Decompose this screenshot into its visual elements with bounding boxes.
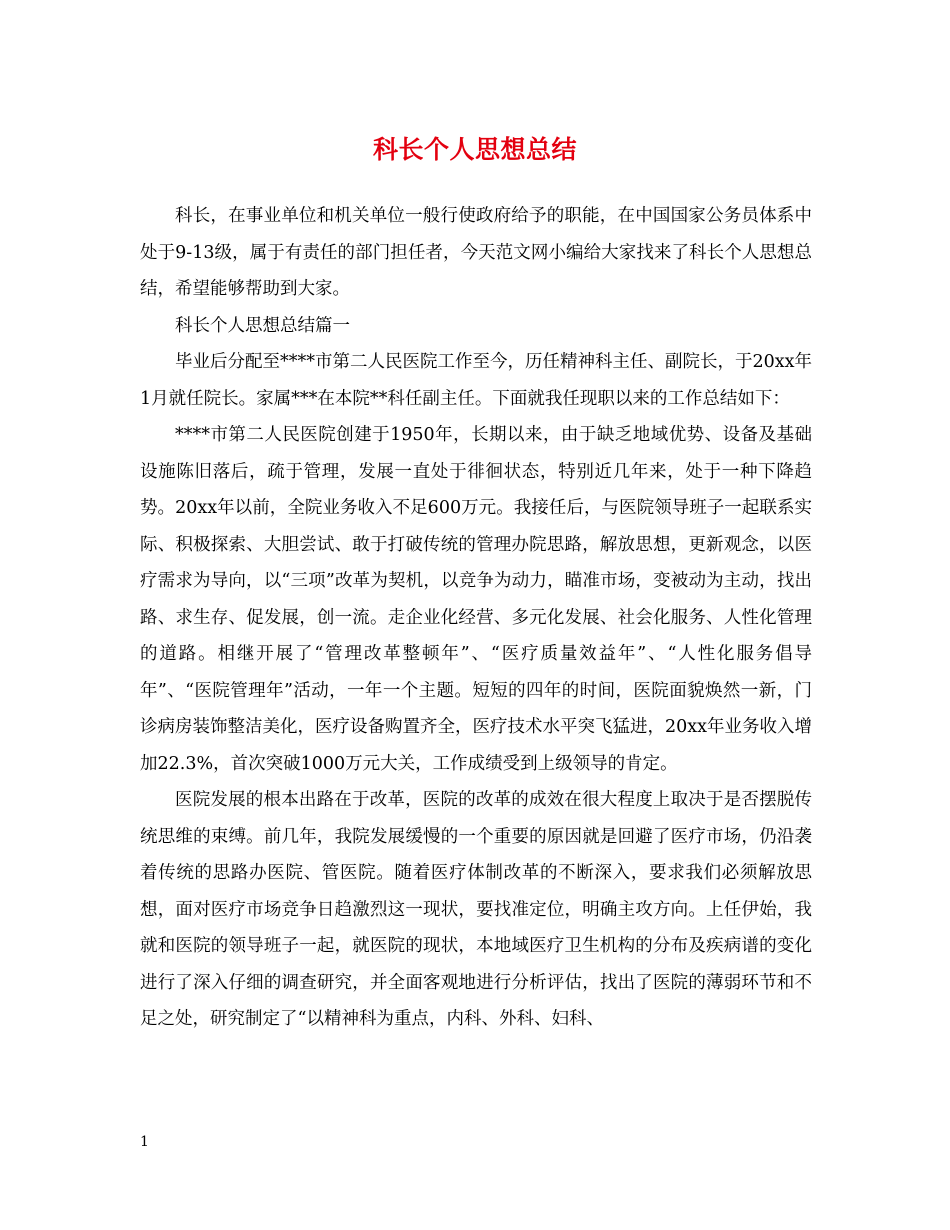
document-title: 科长个人思想总结 — [372, 135, 577, 164]
document-body — [140, 198, 812, 1038]
paragraph-intro: 科长，在事业单位和机关单位一般行使政府给予的职能，在中国国家公务员体系中处于9-13级，属于有责任的部门担任者，今天范文网小编给大家找来了科长个人思想总结，希望能够帮助到大家。 — [140, 206, 812, 299]
paragraph-background: 毕业后分配至****市第二人民医院工作至今，历任精神科主任、副院长，于20xx年1月就任院长。家属***在本院**科任副主任。下面就我任现职以来的工作总结如下： — [140, 352, 813, 409]
page-number: 1 — [140, 1134, 149, 1150]
paragraph-reform: 医院发展的根本出路在于改革，医院的改革的成效在很大程度上取决于是否摆脱传统思维的束缚。前几年，我院发展缓慢的一个重要的原因就是回避了医疗市场，仍沿袭着传统的思路办医院、管医院。随着医疗体制改革的不断深入，要求我们必须解放思想，面对医疗市场竞争日趋激烈这一现状，要找准定位，明确主攻方向。上任伊始，我就和医院的领导班子一起，就医院的现状，本地域医疗卫生机构的分布及疾病谱的变化进行了深入仔细的调查研究，并全面客观地进行分析评估，找出了医院的薄弱环节和不足之处，研究制定了“以精神科为重点，内科、外科、妇科、 — [140, 790, 812, 1029]
paragraph-hospital-history: ****市第二人民医院创建于1950年，长期以来，由于缺乏地域优势、设备及基础设施陈旧落后，疏于管理，发展一直处于徘徊状态，特别近几年来，处于一种下降趋势。20xx年以前，全院业务收入不足600万元。我接任后，与医院领导班子一起联系实际、积极探索、大胆尝试、敢于打破传统的管理办院思路，解放思想，更新观念，以医疗需求为导向，以“三项”改革为契机，以竞争为动力，瞄准市场，变被动为主动，找出路、求生存、促发展，创一流。走企业化经营、多元化发展、社会化服务、人性化管理的道路。相继开展了“管理改革整顿年”、“医疗质量效益年”、“人性化服务倡导年”、“医院管理年”活动，一年一个主题。短短的四年的时间，医院面貌焕然一新，门诊病房装饰整洁美化，医疗设备购置齐全，医疗技术水平突飞猛进，20xx年业务收入增加22.3%，首次突破1000万元大关，工作成绩受到上级领导的肯定。 — [140, 425, 813, 774]
section-heading: 科长个人思想总结篇一 — [175, 315, 350, 336]
